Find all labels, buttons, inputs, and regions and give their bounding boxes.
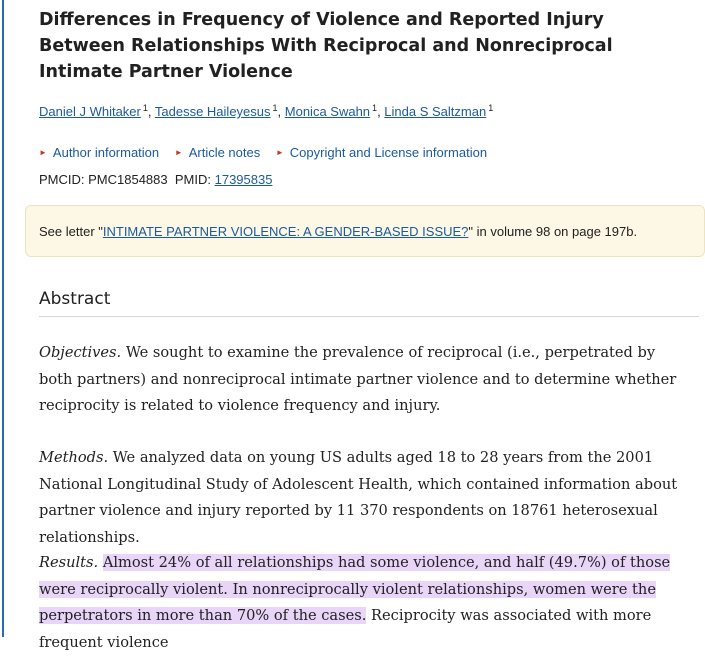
letter-link[interactable]: INTIMATE PARTNER VIOLENCE: A GENDER-BASED ISSUE? bbox=[102, 224, 469, 239]
results-text: Reciprocity was associated with more frequent violence bbox=[39, 607, 652, 651]
article-meta-links bbox=[39, 144, 499, 162]
notice-suffix: " in volume 98 on page 197b. bbox=[468, 224, 638, 239]
author-information-toggle[interactable]: Author information bbox=[52, 145, 160, 160]
notice-prefix: See letter " bbox=[39, 224, 103, 239]
author-affiliation-sup: 1 bbox=[372, 102, 378, 113]
left-border-rule bbox=[2, 0, 4, 637]
article-title: Differences in Frequency of Violence and Reported Injury Between Relationships With Reciprocal and Nonreciprocal Intimate Partner Violence bbox=[39, 10, 613, 82]
triangle-right-icon: ► bbox=[174, 148, 183, 157]
author-link-saltzman[interactable]: Linda S Saltzman bbox=[384, 104, 487, 119]
objectives-label: Objectives. bbox=[39, 344, 122, 361]
abstract-heading: Abstract bbox=[39, 289, 111, 309]
article-notes-toggle[interactable]: Article notes bbox=[188, 145, 261, 160]
abstract-results bbox=[39, 550, 684, 656]
results-label: Results. bbox=[39, 554, 99, 571]
triangle-right-icon: ► bbox=[275, 148, 284, 157]
triangle-right-icon: ► bbox=[39, 148, 47, 157]
pmcid-label: PMCID: PMC1854883 bbox=[39, 172, 168, 187]
results-highlight: Almost 24% of all relationships had some violence, and half (49.7%) of those were reciprocally violent. In nonreciprocally violent relationships, women were the perpetrators in more than 70% of the cases. bbox=[39, 554, 671, 624]
methods-label: Methods. bbox=[39, 449, 109, 466]
pmid-label: PMID: bbox=[174, 172, 211, 187]
author-link-haileyesus[interactable]: Tadesse Haileyesus bbox=[154, 104, 271, 119]
abstract-objectives bbox=[39, 340, 684, 420]
objectives-text: We sought to examine the prevalence of reciprocal (i.e., perpetrated by both partners) and nonreciprocal intimate partner violence and to determine whether reciprocity is related to violence frequency and injury. bbox=[39, 344, 677, 414]
author-link-swahn[interactable]: Monica Swahn bbox=[284, 104, 371, 119]
article-identifiers bbox=[39, 171, 272, 189]
letter-notice-box bbox=[25, 205, 705, 257]
abstract-methods bbox=[39, 445, 684, 551]
author-affiliation-sup: 1 bbox=[272, 102, 278, 113]
author-affiliation-sup: 1 bbox=[488, 102, 494, 113]
author-affiliation-sup: 1 bbox=[142, 102, 148, 113]
methods-text: We analyzed data on young US adults aged 18 to 28 years from the 2001 National Longitudinal Study of Adolescent Health, which contained information about partner violence and injury reported by 11 370 respondents on 18761 heterosexual relationships. bbox=[39, 449, 678, 546]
copyright-license-toggle[interactable]: Copyright and License information bbox=[289, 145, 488, 160]
author-link-whitaker[interactable]: Daniel J Whitaker bbox=[39, 104, 141, 119]
pmid-link[interactable]: 17395835 bbox=[214, 172, 273, 187]
abstract-divider bbox=[39, 316, 699, 317]
author-list: Daniel J Whitaker $^1$, Tadesse Haileyesus $^1$, Monica Swahn $^1$, Linda S Saltzman $^1$ bbox=[39, 102, 494, 119]
